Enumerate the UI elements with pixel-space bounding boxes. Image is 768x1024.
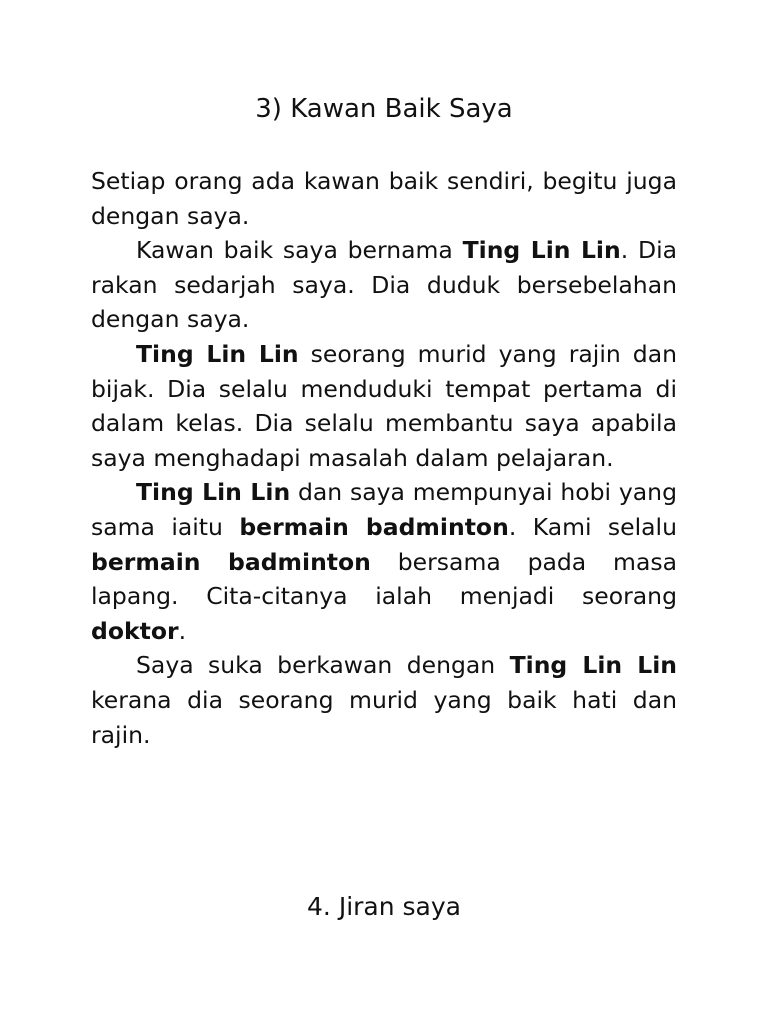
paragraph-text: Setiap orang ada kawan baik sendiri, begitu juga dengan saya. xyxy=(91,167,677,230)
next-section-title: 4. Jiran saya xyxy=(307,892,461,921)
paragraph-3 xyxy=(91,337,677,475)
bold-ambition: doktor xyxy=(91,616,179,645)
bold-name: Ting Lin Lin xyxy=(462,236,621,265)
essay-title: 3) Kawan Baik Saya xyxy=(255,94,513,124)
paragraph-5 xyxy=(91,648,677,752)
paragraph-2 xyxy=(91,233,677,337)
paragraph-text: . Dia rakan sedarjah saya. Dia duduk bersebelahan dengan saya. xyxy=(91,236,677,334)
paragraph-text: . Kami selalu xyxy=(508,512,677,541)
bold-name: Ting Lin Lin xyxy=(509,651,677,680)
paragraph-4 xyxy=(91,475,677,648)
paragraph-text: dan saya mempunyai hobi yang sama iaitu xyxy=(91,478,677,541)
bold-name: Ting Lin Lin xyxy=(136,339,299,368)
paragraph-text: Kawan baik saya bernama xyxy=(136,236,463,265)
paragraph-text: . xyxy=(178,616,187,645)
bold-hobby: bermain badminton xyxy=(239,512,509,541)
paragraph-text: Saya suka berkawan dengan xyxy=(136,651,510,680)
paragraph-1 xyxy=(91,164,677,233)
paragraph-text: kerana dia seorang murid yang baik hati dan rajin. xyxy=(91,685,677,749)
bold-name: Ting Lin Lin xyxy=(136,478,291,507)
paragraph-text: seorang murid yang rajin dan bijak. Dia selalu menduduki tempat pertama di dalam kelas. Dia selalu membantu saya apabila saya menghadapi masalah dalam pelajaran. xyxy=(91,339,677,472)
bold-hobby: bermain badminton xyxy=(91,547,371,576)
paragraph-text: bersama pada masa lapang. Cita-citanya ialah menjadi seorang xyxy=(91,547,677,611)
essay-body xyxy=(91,164,677,752)
